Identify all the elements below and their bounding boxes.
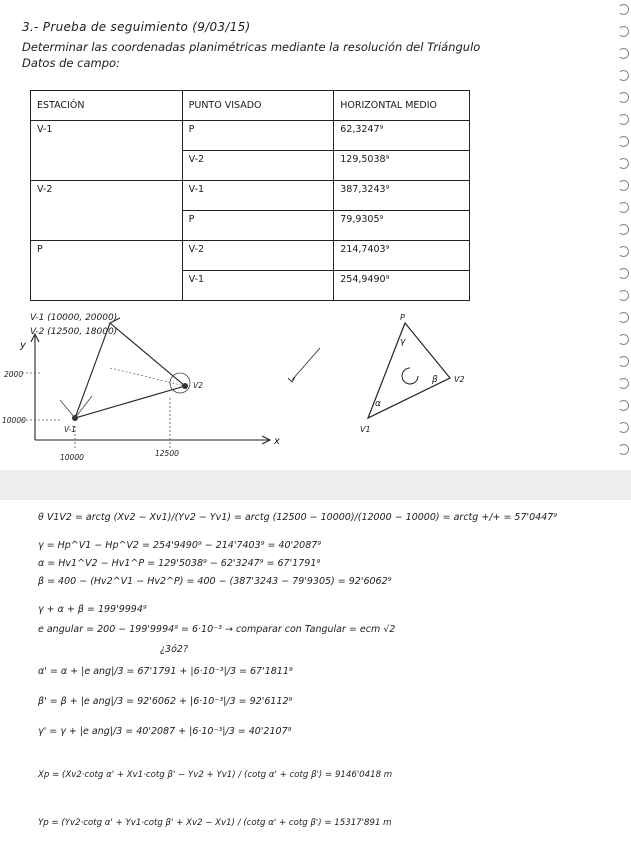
azimuth-equation: θ V1V2 = arctg (Xv2 − Xv1)/(Yv2 − Yv1) = arctg (12500 − 10000)/(12000 − 10000) = arctg +/+ = 57'0447⁹ <box>38 512 558 523</box>
yp-equation: Yp = (Yv2·cotg α' + Yv1·cotg β' + Xv2 − Xv1) / (cotg α' + cotg β') = 15317'891 m <box>38 818 392 828</box>
reading-cell: 79,9305⁹ <box>334 211 470 241</box>
ring-hole <box>618 92 629 103</box>
column-header-target: PUNTO VISADO <box>182 91 334 121</box>
reading-cell: 254,9490⁹ <box>334 271 470 301</box>
v2-point-label: V2 <box>193 381 203 390</box>
beta-corrected-equation: β' = β + |e ang|/3 = 92'6062 + |6·10⁻³|/3 = 92'6112⁹ <box>38 696 293 707</box>
binder-rings <box>613 0 629 470</box>
v2-coordinate-label: V-2 (12500, 18000) <box>30 327 118 337</box>
beta-angle-label: β <box>432 375 438 385</box>
ring-hole <box>618 158 629 169</box>
margin-note: ¿3ó2? <box>160 644 188 655</box>
ring-hole <box>618 246 629 257</box>
triangle-vertex-p-label: P <box>400 313 405 322</box>
ring-hole <box>618 180 629 191</box>
ring-hole <box>618 70 629 81</box>
reading-cell: 387,3243⁹ <box>334 181 470 211</box>
table-row <box>31 121 470 151</box>
ring-hole <box>618 268 629 279</box>
ring-hole <box>618 356 629 367</box>
target-cell: P <box>182 121 334 151</box>
gamma-equation: γ = Hp^V1 − Hp^V2 = 254'9490⁹ − 214'7403⁹ = 40'2087⁹ <box>38 540 322 551</box>
exercise-instruction: Determinar las coordenadas planimétricas mediante la resolución del Triángulo <box>22 40 481 54</box>
station-cell: V-1 <box>31 121 183 181</box>
y-tick-label-bottom: 10000 <box>2 416 26 425</box>
angular-error-equation: e angular = 200 − 199'9994⁹ = 6·10⁻³ → comparar con Tangular = ecm √2 <box>38 624 396 635</box>
y-axis-label: y <box>20 340 26 351</box>
angle-sum-equation: γ + α + β = 199'9994⁹ <box>38 604 147 615</box>
ring-hole <box>618 136 629 147</box>
ring-hole <box>618 378 629 389</box>
xp-equation: Xp = (Xv2·cotg α' + Xv1·cotg β' − Yv2 + Yv1) / (cotg α' + cotg β') = 9146'0418 m <box>38 770 393 780</box>
table-header-row <box>31 91 470 121</box>
field-data-label: Datos de campo: <box>22 56 120 70</box>
alpha-equation: α = Hv1^V2 − Hv1^P = 129'5038⁹ − 62'3247⁹ = 67'1791⁹ <box>38 558 321 569</box>
ring-hole <box>618 334 629 345</box>
ring-hole <box>618 312 629 323</box>
ring-hole <box>618 48 629 59</box>
gamma-angle-label: γ <box>400 337 406 347</box>
reading-cell: 62,3247⁹ <box>334 121 470 151</box>
ring-hole <box>618 202 629 213</box>
alpha-corrected-equation: α' = α + |e ang|/3 = 67'1791 + |6·10⁻³|/3 = 67'1811⁹ <box>38 666 293 677</box>
target-cell: V-2 <box>182 151 334 181</box>
alpha-angle-label: α <box>375 399 381 409</box>
reading-cell: 129,5038⁹ <box>334 151 470 181</box>
v1-point-label: V-1 <box>64 425 76 434</box>
table-row <box>31 241 470 271</box>
station-cell: P <box>31 241 183 301</box>
gamma-corrected-equation: γ' = γ + |e ang|/3 = 40'2087 + |6·10⁻³|/3 = 40'2107⁹ <box>38 726 292 737</box>
x-tick-label-left: 10000 <box>60 453 84 462</box>
station-cell: V-2 <box>31 181 183 241</box>
triangle-vertex-v1-label: V1 <box>360 425 371 434</box>
target-cell: V-1 <box>182 271 334 301</box>
x-axis-label: x <box>274 436 280 447</box>
y-tick-label-top: 2000 <box>4 370 24 379</box>
triangle-vertex-v2-label: V2 <box>454 375 465 384</box>
target-cell: P <box>182 211 334 241</box>
calculation-sheet <box>0 500 631 860</box>
direction-arrow <box>292 348 320 380</box>
table-row <box>31 181 470 211</box>
field-data-table <box>30 90 470 301</box>
target-cell: V-1 <box>182 181 334 211</box>
ring-hole <box>618 26 629 37</box>
ring-hole <box>618 444 629 455</box>
ring-hole <box>618 400 629 411</box>
column-header-horizontal: HORIZONTAL MEDIO <box>334 91 470 121</box>
ring-hole <box>618 224 629 235</box>
column-header-station: ESTACIÓN <box>31 91 183 121</box>
ring-hole <box>618 422 629 433</box>
ring-hole <box>618 114 629 125</box>
rotation-arrow-icon <box>402 368 418 384</box>
beta-equation: β = 400 − (Hv2^V1 − Hv2^P) = 400 − (387'3243 − 79'9305) = 92'6062⁹ <box>38 576 392 587</box>
x-tick-label-right: 12500 <box>155 449 179 458</box>
v1-coordinate-label: V-1 (10000, 20000) <box>30 313 118 323</box>
ring-hole <box>618 290 629 301</box>
target-cell: V-2 <box>182 241 334 271</box>
ring-hole <box>618 4 629 15</box>
reading-cell: 214,7403⁹ <box>334 241 470 271</box>
survey-triangle <box>75 323 185 418</box>
exercise-title: 3.- Prueba de seguimiento (9/03/15) <box>22 20 251 34</box>
survey-sketch <box>0 308 615 468</box>
